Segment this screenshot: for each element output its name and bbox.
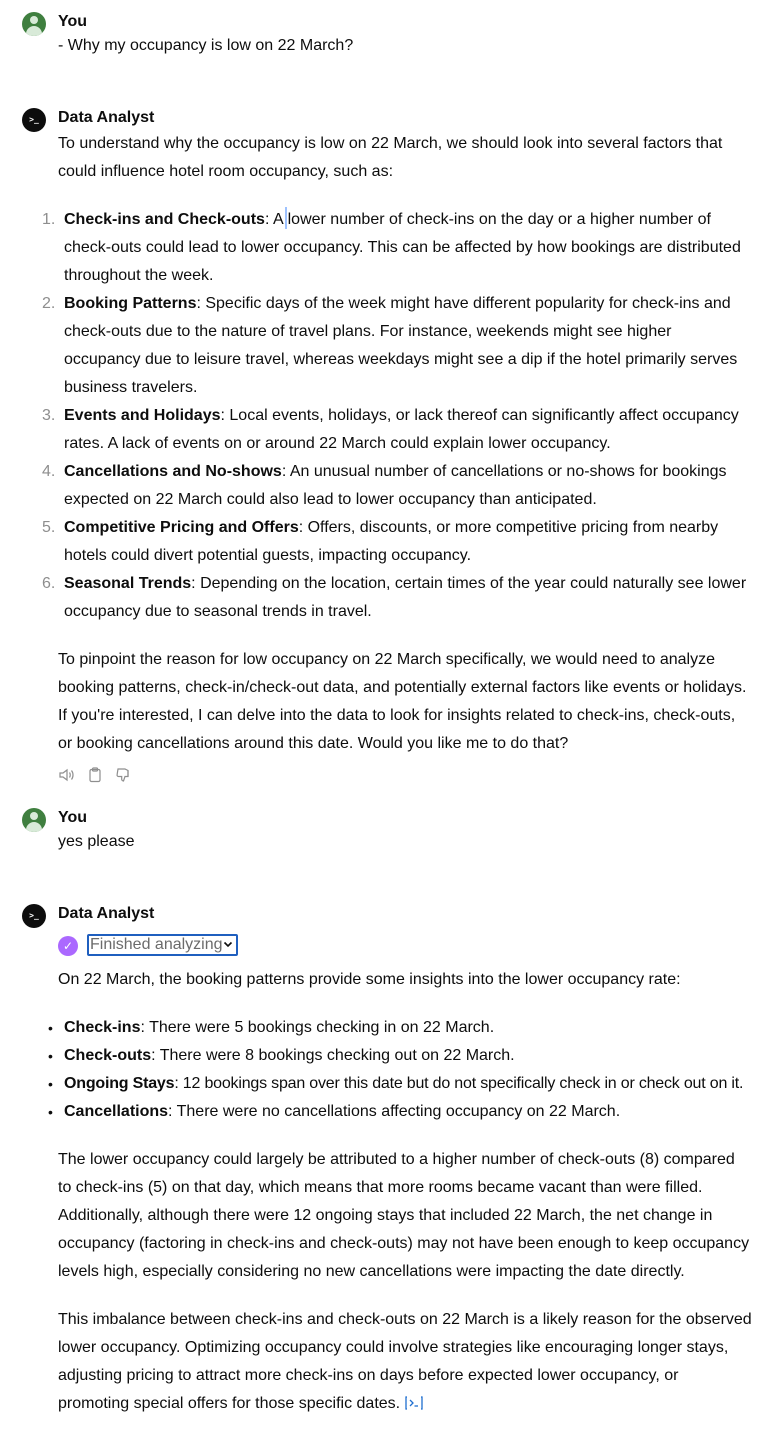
conclusion-text: This imbalance between check-ins and check-outs on 22 March is a likely reason for the observed lower occupancy. Optimizing occupancy could involve strategies like encouraging longer stays, adjusting pricing to attract more check-ins on days before expected lower occupancy, or promoting special offers for those specific dates. (58, 1311, 752, 1412)
list-item (48, 1070, 752, 1098)
list-item-text: : There were 5 bookings checking in on 22 March. (140, 1019, 495, 1036)
list-number: 3. (42, 407, 56, 424)
list-item-title: Competitive Pricing and Offers (64, 519, 299, 536)
list-item-text: : There were 8 bookings checking out on 22 March. (151, 1047, 515, 1064)
list-item (48, 1042, 752, 1070)
view-code-icon[interactable] (404, 1393, 424, 1421)
list-item-text: lower number of check-ins on the day or a higher number of check-outs could lead to lower occupancy. This can be affected by how bookings are distributed throughout the week. (64, 211, 741, 284)
bullet-icon: • (48, 1104, 53, 1120)
bullet-icon: • (48, 1048, 53, 1064)
conclusion-paragraph (58, 1306, 752, 1421)
list-number: 4. (42, 463, 56, 480)
author-name: You (58, 809, 88, 826)
intro-paragraph: To understand why the occupancy is low on 22 March, we should look into several factors that could influence hotel room occupancy, such as: (58, 135, 723, 180)
finding-list (48, 1014, 752, 1126)
author-name: Data Analyst (58, 109, 155, 126)
list-item (42, 206, 752, 290)
list-item (42, 570, 752, 626)
list-item (42, 514, 752, 570)
user-avatar (22, 12, 46, 36)
list-item-title: Seasonal Trends (64, 575, 192, 592)
message-text: yes please (58, 833, 135, 850)
analysis-toggle-button[interactable] (87, 934, 238, 956)
list-item-title: Cancellations and No-shows (64, 463, 282, 480)
list-item-text: : There were no cancellations affecting occupancy on 22 March. (168, 1103, 621, 1120)
list-item-text: : Depending on the location, certain times of the year could naturally see lower occupancy due to seasonal trends in travel. (64, 575, 747, 620)
message-body (48, 966, 752, 1421)
list-item (48, 1098, 752, 1126)
author-name: You (58, 13, 88, 30)
list-item-title: Ongoing Stays (64, 1075, 175, 1092)
analysis-paragraph: The lower occupancy could largely be attributed to a higher number of check-outs (8) compared to check-ins (5) on that day, which means that more rooms became vacant than were filled. Additionally, although there were 12 ongoing stays that included 22 March, the net change in occupancy (factoring in check-ins and check-outs) may not have been enough to keep occupancy levels high, especially considering no new cancellations were impacting the date directly. (58, 1151, 750, 1280)
list-item (42, 290, 752, 402)
list-item-title: Cancellations (64, 1103, 169, 1120)
check-icon: ✓ (58, 936, 78, 956)
closing-paragraph: To pinpoint the reason for low occupancy on 22 March specifically, we would need to analyze booking patterns, check-in/check-out data, and potentially external factors like events or holidays. If you're interested, I can delve into the data to look for insights related to check-ins, check-outs, or booking cancellations around this date. Would you like me to do that? (58, 651, 747, 752)
list-item (48, 1014, 752, 1042)
list-number: 2. (42, 295, 56, 312)
list-item-text: : 12 bookings span over this date but do not specifically check in or check out on it. (174, 1075, 744, 1092)
list-item-text: : Local events, holidays, or lack thereof can significantly affect occupancy rates. A lack of events on or around 22 March could explain lower occupancy. (64, 407, 739, 452)
list-number: 1. (42, 211, 56, 228)
bullet-icon: • (48, 1020, 53, 1036)
author-name: Data Analyst (58, 905, 155, 922)
list-item-text: : Specific days of the week might have different popularity for check-ins and check-outs due to the nature of travel plans. For instance, weekends might see higher occupancy due to leisure travel, whereas weekdays might see a dip if the hotel primarily serves business travelers. (64, 295, 738, 396)
list-item-text: : Offers, discounts, or more competitive pricing from nearby hotels could divert potential guests, impacting occupancy. (64, 519, 719, 564)
list-item-text: : An unusual number of cancellations or no-shows for bookings expected on 22 March could also lead to lower occupancy than anticipated. (64, 463, 727, 508)
list-number: 5. (42, 519, 56, 536)
chevron-down-icon (222, 938, 234, 950)
list-number: 6. (42, 575, 56, 592)
clipboard-icon[interactable] (86, 766, 104, 784)
message-text: - Why my occupancy is low on 22 March? (58, 37, 354, 54)
user-avatar (22, 808, 46, 832)
list-item-title: Check-outs (64, 1047, 152, 1064)
list-item-title: Check-ins and Check-outs (64, 211, 265, 228)
list-item-title: Booking Patterns (64, 295, 197, 312)
speaker-icon[interactable] (58, 766, 76, 784)
list-item-title: Events and Holidays (64, 407, 221, 424)
list-item-text: : A (264, 211, 284, 228)
message-body (42, 130, 752, 758)
list-item (42, 458, 752, 514)
intro-paragraph: On 22 March, the booking patterns provide some insights into the lower occupancy rate: (58, 971, 681, 988)
assistant-avatar: >_ (22, 108, 46, 132)
list-item-title: Check-ins (64, 1019, 141, 1036)
status-label: Finished analyzing (90, 936, 223, 953)
thumbs-down-icon[interactable] (114, 766, 132, 784)
assistant-avatar: >_ (22, 904, 46, 928)
list-item (42, 402, 752, 458)
bullet-icon: • (48, 1076, 53, 1092)
text-cursor (285, 207, 287, 229)
factor-list (42, 206, 752, 626)
